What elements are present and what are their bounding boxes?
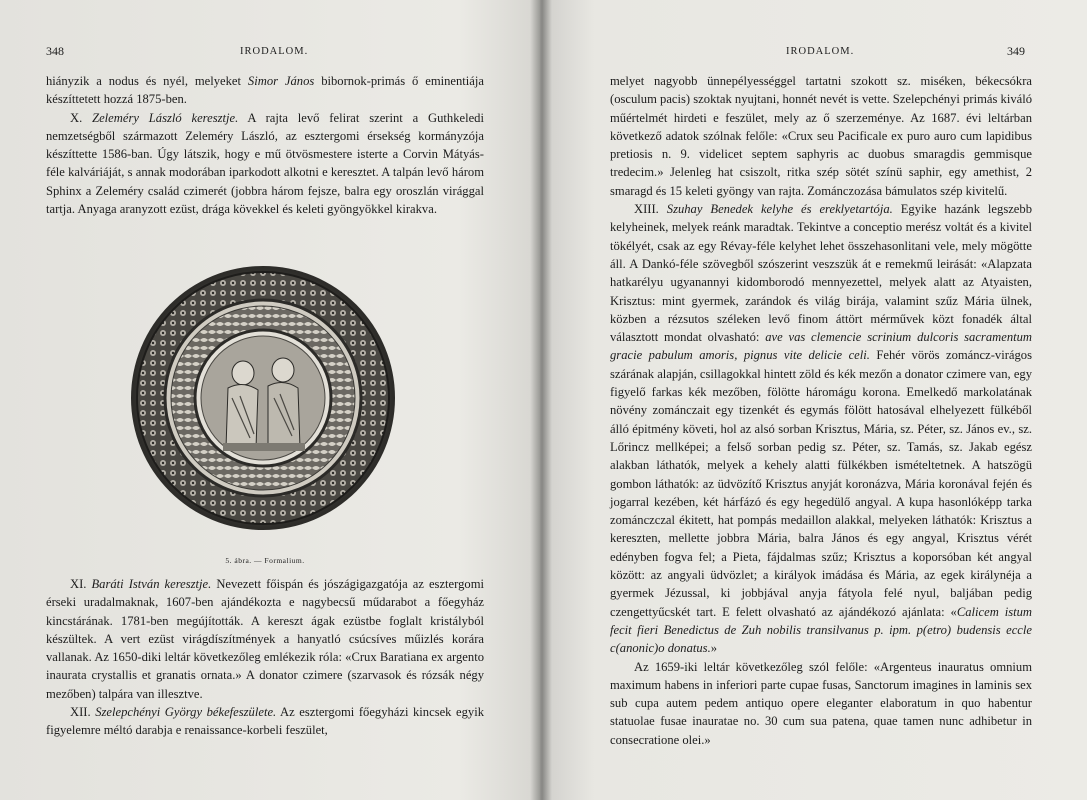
figure-caption: 5. ábra. — Formalium. (225, 556, 305, 565)
right-text (610, 72, 1032, 749)
running-head-left: IRODALOM. (240, 46, 309, 57)
italic-title: Szelepchényi György békefeszülete. (95, 705, 277, 720)
left-text-bottom (46, 575, 484, 740)
formalium-illustration (128, 248, 398, 548)
paragraph: melyet nagyobb ünnepélyességgel tartatni szokott sz. miséken, békecsókra (osculum pacis) szoktak nyujtani, honnét nevét is vette. Szelepchényi primás kiváló műértelmét hirdeti e feszület, mely az ő szerzeménye. Az 1687. évi leltárban következő adatok szólnak felőle: «Crux seu Pacificale ex puro auro cum lapidibus pretiosis n. 9. videlicet septem saphyris ac duobus smaragdis gemmisque tredecim.» Jelenleg hat csiszolt, ritka szép sötét színü saphir, egy amethist, 2 smaragd és 15 keleti gyöngy van rajta. Zománczozása bámulatos szép kivitelű. (610, 74, 1032, 198)
italic-title: ave vas clemencie scrinium dulcoris sacramentum gracie pabulum amoris, pignus vite delicie celi. (610, 330, 1033, 363)
italic-title: Baráti István keresztje. (91, 577, 212, 591)
paragraph: XI. Baráti István keresztje. Nevezett főispán és jószágigazgatója az esztergomi érseki uradalmaknak, 1607-ben ajándékozta e nagybecsű műdarabot a főegyház kincstárának. 1781-ben megújították. A kereszt ágak ezüstbe foglalt kristályból készültek. A vert ezüst virágdíszítmények a hanyatló csúcsíves műizlés korára vallanak. Az 1650-diki leltár következőleg emlékezik róla: «Crux Baratiana ex argento inaurata crystallis et granatis ornata.» A donator czimere (szarvasok és rózsák négy mezőben) talpára van illesztve. (46, 577, 484, 701)
italic-title: Simor János (247, 74, 315, 88)
paragraph: hiányzik a nodus és nyél, melyeket Simor János bibornok-primás ő eminentiája készíttetett hozzá 1875-ben. (46, 74, 484, 107)
book-gutter (530, 0, 552, 800)
paragraph: Az 1659-iki leltár következőleg szól felőle: «Argenteus inauratus omnium maximum habens in inferiori parte cupae fusas, Sanctorum imagines in laminis sex sub cupa autem pedem antiquo opere eleganter elaboratum in quo habentur statuolae fusae inauratae no. 30 cum sua patena, quae tamen nunc adhibetur in consecratione olei.» (610, 659, 1032, 747)
paragraph: XIII. Szuhay Benedek kelyhe és ereklyetartója. Egyike hazánk legszebb kelyheinek, melyek reánk maradtak. Tekintve a conceptio merész voltát és a kivitel tökélyét, csak az egy Révay-féle kelyhet lehet összehasonlitani vele, mely mögötte áll. A Dankó-féle szövegből szószerint veszszük át e remekmű leirását: «Alapzata hatkarélyu ugyanannyi kidomborodó mennyezettel, melyek alatt az Atyaisten, Krisztus: mint gyermek, zarándok és világ birája, valamint szűz Mária ülnek, közben a rézsutos széleken levő finom áttört mérművek közt fonadék által választott mondat olvasható: ave vas clemencie scrinium dulcoris sacramentum gracie pabulum amoris, pignus vite delicie celi. Fehér vörös zománcz-virágos szárának alapján, csillagokkal hintett zöld és kék mezőn a donator czimere van, egy figyelő farkas kék mezőben, fölötte háromágu korona. Emelkedő markolatának növény zománczait egy tizenkét és egymás fölött hatosával elhelyezett fülkéből álló épitmény követi, hol az alsó sorban Krisztus, Mária, sz. Péter, sz. János ev., sz. Lőrincz mellképei; a felső sorban pedig sz. Péter, sz. Tamás, sz. Jakab egész alakban láthatók, melyek a kehely alatti fülkékben ismételtetnek. A hatszögü gombon láthatók: az üdvözítő Krisztus anyját koronázva, Mária koronával fején és jogarral kezében, két hárfázó és egy hegedülő angyal. A kupa hasonlóképp tarka zománczczal ékitett, hat pompás medaillon alakkal, melyeken láthatók: Krisztus a kereszten, mellette jobbra Mária, balra János és egy angyal, Krisztus vérét edényben fogva fel; a Pieta, fájdalmas szűz; Krisztus a koporsóban két angyal között: az angyali üdvözlet; a királyok imádása és Mária, az egek királynéja a gyermek Jézussal, ki jobbjával anyja fátyola felé nyul, baljában pedig czengettyűcskét tart. E felett olvasható az ajándékozó ajánlata: «Calicem istum fecit fieri Benedictus de Zuh nobilis transilvanus p. ipm. p(etro) budensis eccle c(anonic)o donatus.» (610, 202, 1033, 656)
paragraph: X. Zeleméry László keresztje. A rajta levő felirat szerint a Guthkeledi nemzetségből származott Zeleméry László, az esztergomi érsekség kormányzója készíttette 1586-ban. Úgy látszik, hogy e mű ötvösmestere isterte a Corvin Mátyás-féle kalváriáját, s annak modorában iparkodott alkotni e keresztet. A talpán levő három Sphinx a Zeleméry család czimerét (jobbra három fejsze, balra egy oroszlán virággal tartja. Anyaga aranyzott ezüst, drága kövekkel és keleti gyöngyökkel kirakva. (46, 110, 484, 217)
italic-title: Zeleméry László keresztje. (92, 110, 239, 125)
right-page (540, 0, 1087, 800)
paragraph: XII. Szelepchényi György békefeszülete. Az esztergomi főegyházi kincsek egyik figyelemre méltó darabja e renaissance-korbeli feszület, (46, 705, 485, 738)
running-head-right: IRODALOM. (786, 46, 855, 57)
italic-title: Calicem istum fecit fieri Benedictus de Zuh nobilis transilvanus p. ipm. p(etro) budensis eccle c(anonic)o donatus. (610, 604, 1032, 656)
page-number-right: 349 (1007, 44, 1025, 58)
page-number-left: 348 (46, 44, 64, 58)
left-text-top (46, 72, 484, 218)
left-page (0, 0, 540, 800)
italic-title: Szuhay Benedek kelyhe és ereklyetartója. (666, 202, 893, 217)
